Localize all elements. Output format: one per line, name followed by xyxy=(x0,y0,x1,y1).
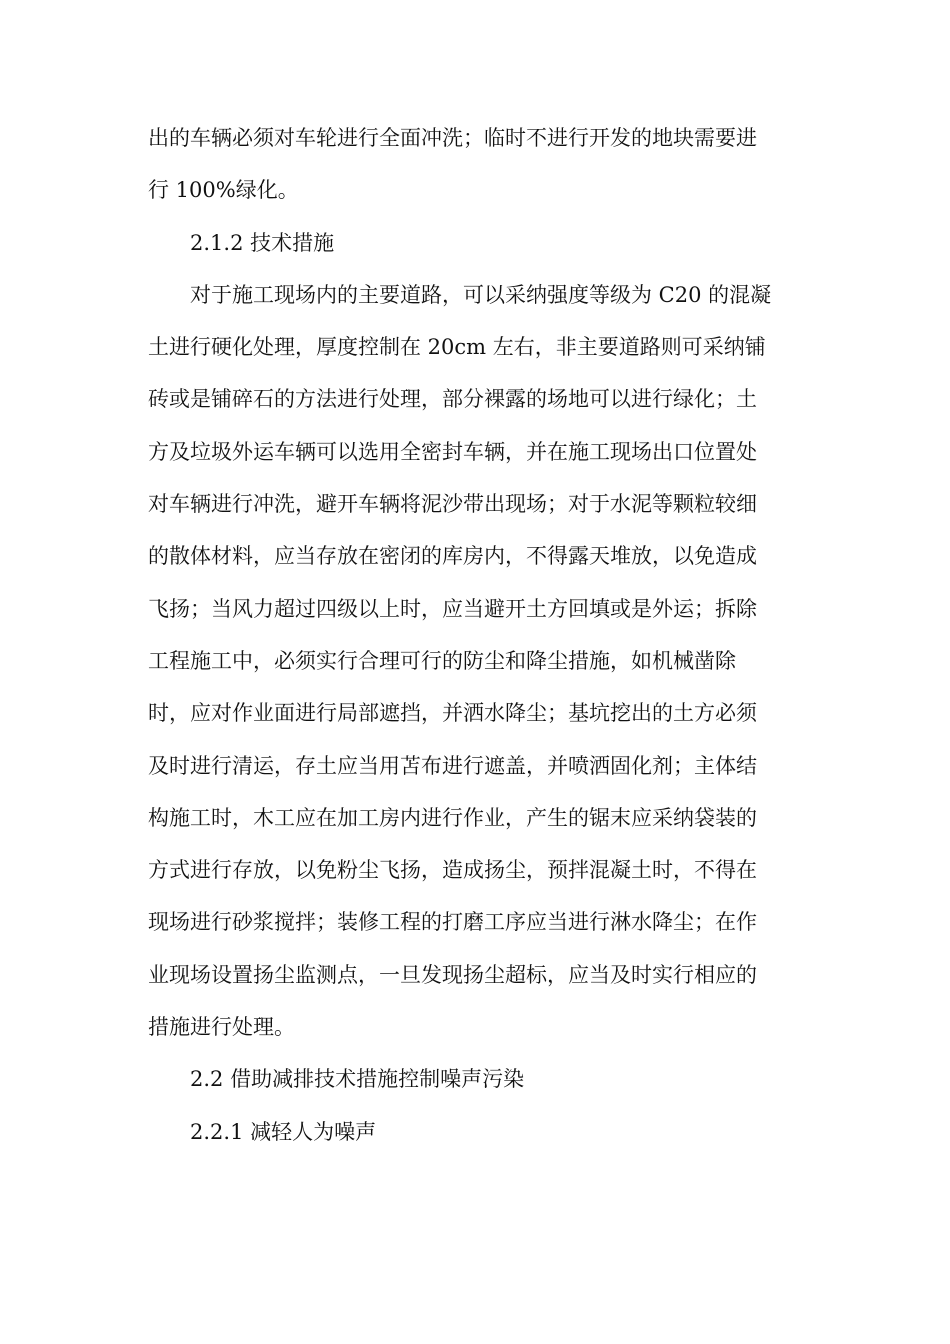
text-line: 对于施工现场内的主要道路，可以采纳强度等级为 C20 的混凝 xyxy=(190,282,772,307)
text-line: 现场进行砂浆搅拌；装修工程的打磨工序应当进行淋水降尘；在作 xyxy=(148,910,757,935)
text-line: 土进行硬化处理，厚度控制在 20cm 左右，非主要道路则可采纳铺 xyxy=(148,335,766,360)
section-heading-2-1-2: 2.1.2 技术措施 xyxy=(190,230,335,255)
section-heading-2-2: 2.2 借助减排技术措施控制噪声污染 xyxy=(190,1067,525,1092)
text-line: 方及垃圾外运车辆可以选用全密封车辆，并在施工现场出口位置处 xyxy=(148,439,757,464)
text-line: 工程施工中，必须实行合理可行的防尘和降尘措施，如机械凿除 xyxy=(148,648,736,673)
text-line: 对车辆进行冲洗，避开车辆将泥沙带出现场；对于水泥等颗粒较细 xyxy=(148,492,757,517)
text-line: 措施进行处理。 xyxy=(148,1015,295,1040)
text-line: 构施工时，木工应在加工房内进行作业，产生的锯末应采纳袋装的 xyxy=(148,805,757,830)
section-heading-2-2-1: 2.2.1 减轻人为噪声 xyxy=(190,1119,377,1144)
text-line: 业现场设置扬尘监测点，一旦发现扬尘超标，应当及时实行相应的 xyxy=(148,962,757,987)
text-line: 砖或是铺碎石的方法进行处理，部分裸露的场地可以进行绿化；土 xyxy=(148,387,757,412)
text-line: 的散体材料，应当存放在密闭的库房内，不得露天堆放，以免造成 xyxy=(148,544,757,569)
text-line: 出的车辆必须对车轮进行全面冲洗；临时不进行开发的地块需要进 xyxy=(148,126,757,150)
text-line: 时，应对作业面进行局部遮挡，并洒水降尘；基坑挖出的土方必须 xyxy=(148,701,757,726)
document-body xyxy=(148,112,798,1158)
text-line: 及时进行清运，存土应当用苫布进行遮盖，并喷洒固化剂；主体结 xyxy=(148,753,757,778)
text-line: 行 100%绿化。 xyxy=(148,178,299,203)
text-line: 方式进行存放，以免粉尘飞扬，造成扬尘，预拌混凝土时，不得在 xyxy=(148,858,757,883)
text-line: 飞扬；当风力超过四级以上时，应当避开土方回填或是外运；拆除 xyxy=(148,596,757,621)
